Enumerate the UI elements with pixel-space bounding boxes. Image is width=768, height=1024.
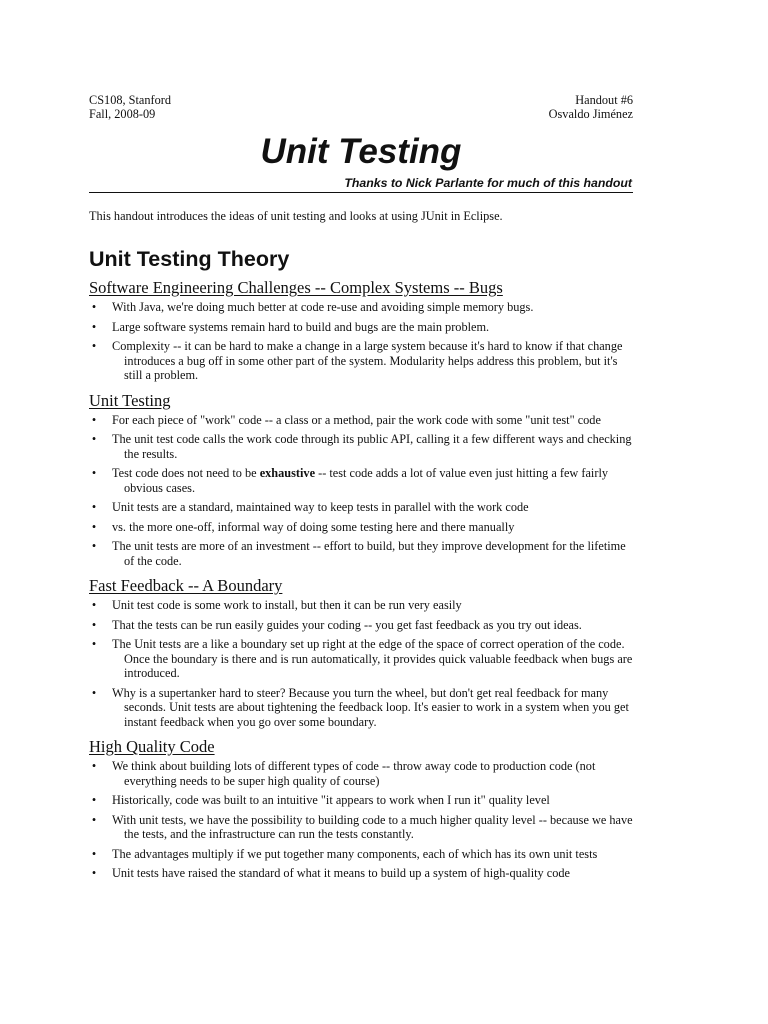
bullet-text: Unit tests are a standard, maintained way to keep tests in parallel with the work code — [112, 500, 529, 514]
subsection-engineering-challenges — [89, 278, 633, 383]
list-item — [89, 598, 633, 613]
bullet-icon: • — [91, 466, 97, 480]
list-item — [89, 520, 633, 535]
list-item — [89, 813, 633, 842]
bullet-text: Why is a supertanker hard to steer? Because you turn the wheel, but don't get real feedback for many seconds. Unit tests are about tightening the feedback loop. It's easier to work in a system when you get instant feedback when you go over some boundary. — [112, 685, 629, 729]
bullet-list — [89, 759, 633, 881]
subsections — [89, 278, 633, 881]
list-item — [89, 320, 633, 335]
bullet-text: Historically, code was built to an intuitive "it appears to work when I run it" quality level — [112, 793, 550, 807]
bullet-text: The advantages multiply if we put together many components, each of which has its own unit tests — [112, 846, 598, 861]
bullet-icon: • — [91, 412, 97, 427]
bold-term: exhaustive — [259, 466, 316, 480]
intro-paragraph: This handout introduces the ideas of unit testing and looks at using JUnit in Eclipse. — [89, 209, 503, 223]
bullet-text-after: -- test code adds a lot of value even just hitting a few fairly obvious cases. — [124, 466, 609, 495]
bullet-icon: • — [91, 793, 97, 807]
bullet-list — [89, 300, 633, 383]
bullet-icon: • — [91, 617, 97, 632]
bullet-text: Complexity -- it can be hard to make a change in a large system because it's hard to know if that change introduces a bug off in some other part of the system. Modularity helps address this problem, but it's still a problem. — [112, 339, 623, 382]
bullet-text: vs. the more one-off, informal way of doing some testing here and there manually — [112, 519, 515, 534]
list-item — [89, 339, 633, 383]
list-item — [89, 793, 633, 808]
bullet-icon: • — [91, 866, 97, 880]
bullet-icon: • — [91, 812, 97, 827]
bullet-text: With Java, we're doing much better at code re-use and avoiding simple memory bugs. — [112, 300, 534, 314]
document-title: Unit Testing — [260, 132, 462, 171]
list-item — [89, 618, 633, 633]
bullet-icon: • — [91, 846, 97, 861]
bullet-text: The Unit tests are a like a boundary set up right at the edge of the space of correct operation of the code. Once the boundary is there and is run automatically, it provides quick valuable feedback when bugs are introduced. — [112, 637, 633, 680]
list-item — [89, 847, 633, 862]
subsection-title: Unit Testing — [89, 390, 171, 410]
subsection-title: Fast Feedback -- A Boundary — [89, 576, 283, 595]
bullet-list — [89, 598, 633, 729]
list-item — [89, 759, 633, 788]
bullet-text: Unit tests have raised the standard of what it means to build up a system of high-quality code — [112, 866, 570, 880]
course-term: Fall, 2008-09 — [89, 107, 156, 121]
course-info — [89, 93, 171, 121]
handout-number: Handout #6 — [575, 93, 633, 107]
subsection-title: High Quality Code — [89, 737, 215, 756]
list-item — [89, 300, 633, 315]
list-item — [89, 466, 633, 495]
bullet-icon: • — [91, 539, 97, 553]
subsection-fast-feedback — [89, 576, 633, 729]
list-item — [89, 413, 633, 428]
list-item — [89, 686, 633, 730]
handout-header — [89, 93, 633, 121]
subsection-title: Software Engineering Challenges -- Complex Systems -- Bugs — [89, 278, 503, 297]
bullet-text: With unit tests, we have the possibility to building code to a much higher quality level -- because we have the tests, and the infrastructure can run the tests constantly. — [112, 812, 633, 841]
bullet-icon: • — [91, 339, 97, 353]
list-item — [89, 637, 633, 681]
bullet-text: Unit test code is some work to install, but then it can be run very easily — [112, 598, 462, 612]
bullet-icon: • — [91, 637, 97, 651]
bullet-text: The unit test code calls the work code through its public API, calling it a few different ways and checking the results. — [112, 432, 632, 461]
bullet-list — [89, 413, 633, 569]
section-title: Unit Testing Theory — [89, 247, 290, 271]
list-item — [89, 866, 633, 881]
author-name: Osvaldo Jiménez — [548, 107, 633, 121]
course-name: CS108, Stanford — [89, 93, 171, 107]
bullet-icon: • — [91, 300, 97, 314]
bullet-icon: • — [91, 432, 97, 446]
list-item — [89, 500, 633, 515]
bullet-text: We think about building lots of different types of code -- throw away code to production code (not everything needs to be super high quality of course) — [112, 759, 596, 788]
subsection-high-quality-code — [89, 737, 633, 881]
bullet-icon: • — [91, 319, 97, 334]
bullet-icon: • — [91, 519, 97, 534]
list-item — [89, 539, 633, 568]
handout-info — [549, 93, 633, 121]
bullet-icon: • — [91, 685, 97, 700]
bullet-text-before: Test code does not need to be — [112, 466, 260, 480]
bullet-text: The unit tests are more of an investment -- effort to build, but they improve development for the lifetime of the code. — [112, 539, 626, 568]
bullet-icon: • — [91, 759, 97, 773]
bullet-icon: • — [91, 500, 97, 514]
list-item — [89, 432, 633, 461]
handout-page — [89, 93, 633, 886]
subsection-unit-testing — [89, 391, 633, 569]
bullet-icon: • — [91, 598, 97, 612]
bullet-text — [112, 466, 633, 495]
title-rule — [89, 192, 633, 193]
credit-line: Thanks to Nick Parlante for much of this handout — [344, 176, 632, 190]
bullet-text: Large software systems remain hard to build and bugs are the main problem. — [112, 319, 490, 334]
bullet-text: That the tests can be run easily guides your coding -- you get fast feedback as you try out ideas. — [112, 617, 582, 632]
bullet-text: For each piece of "work" code -- a class or a method, pair the work code with some "unit test" code — [112, 412, 601, 427]
